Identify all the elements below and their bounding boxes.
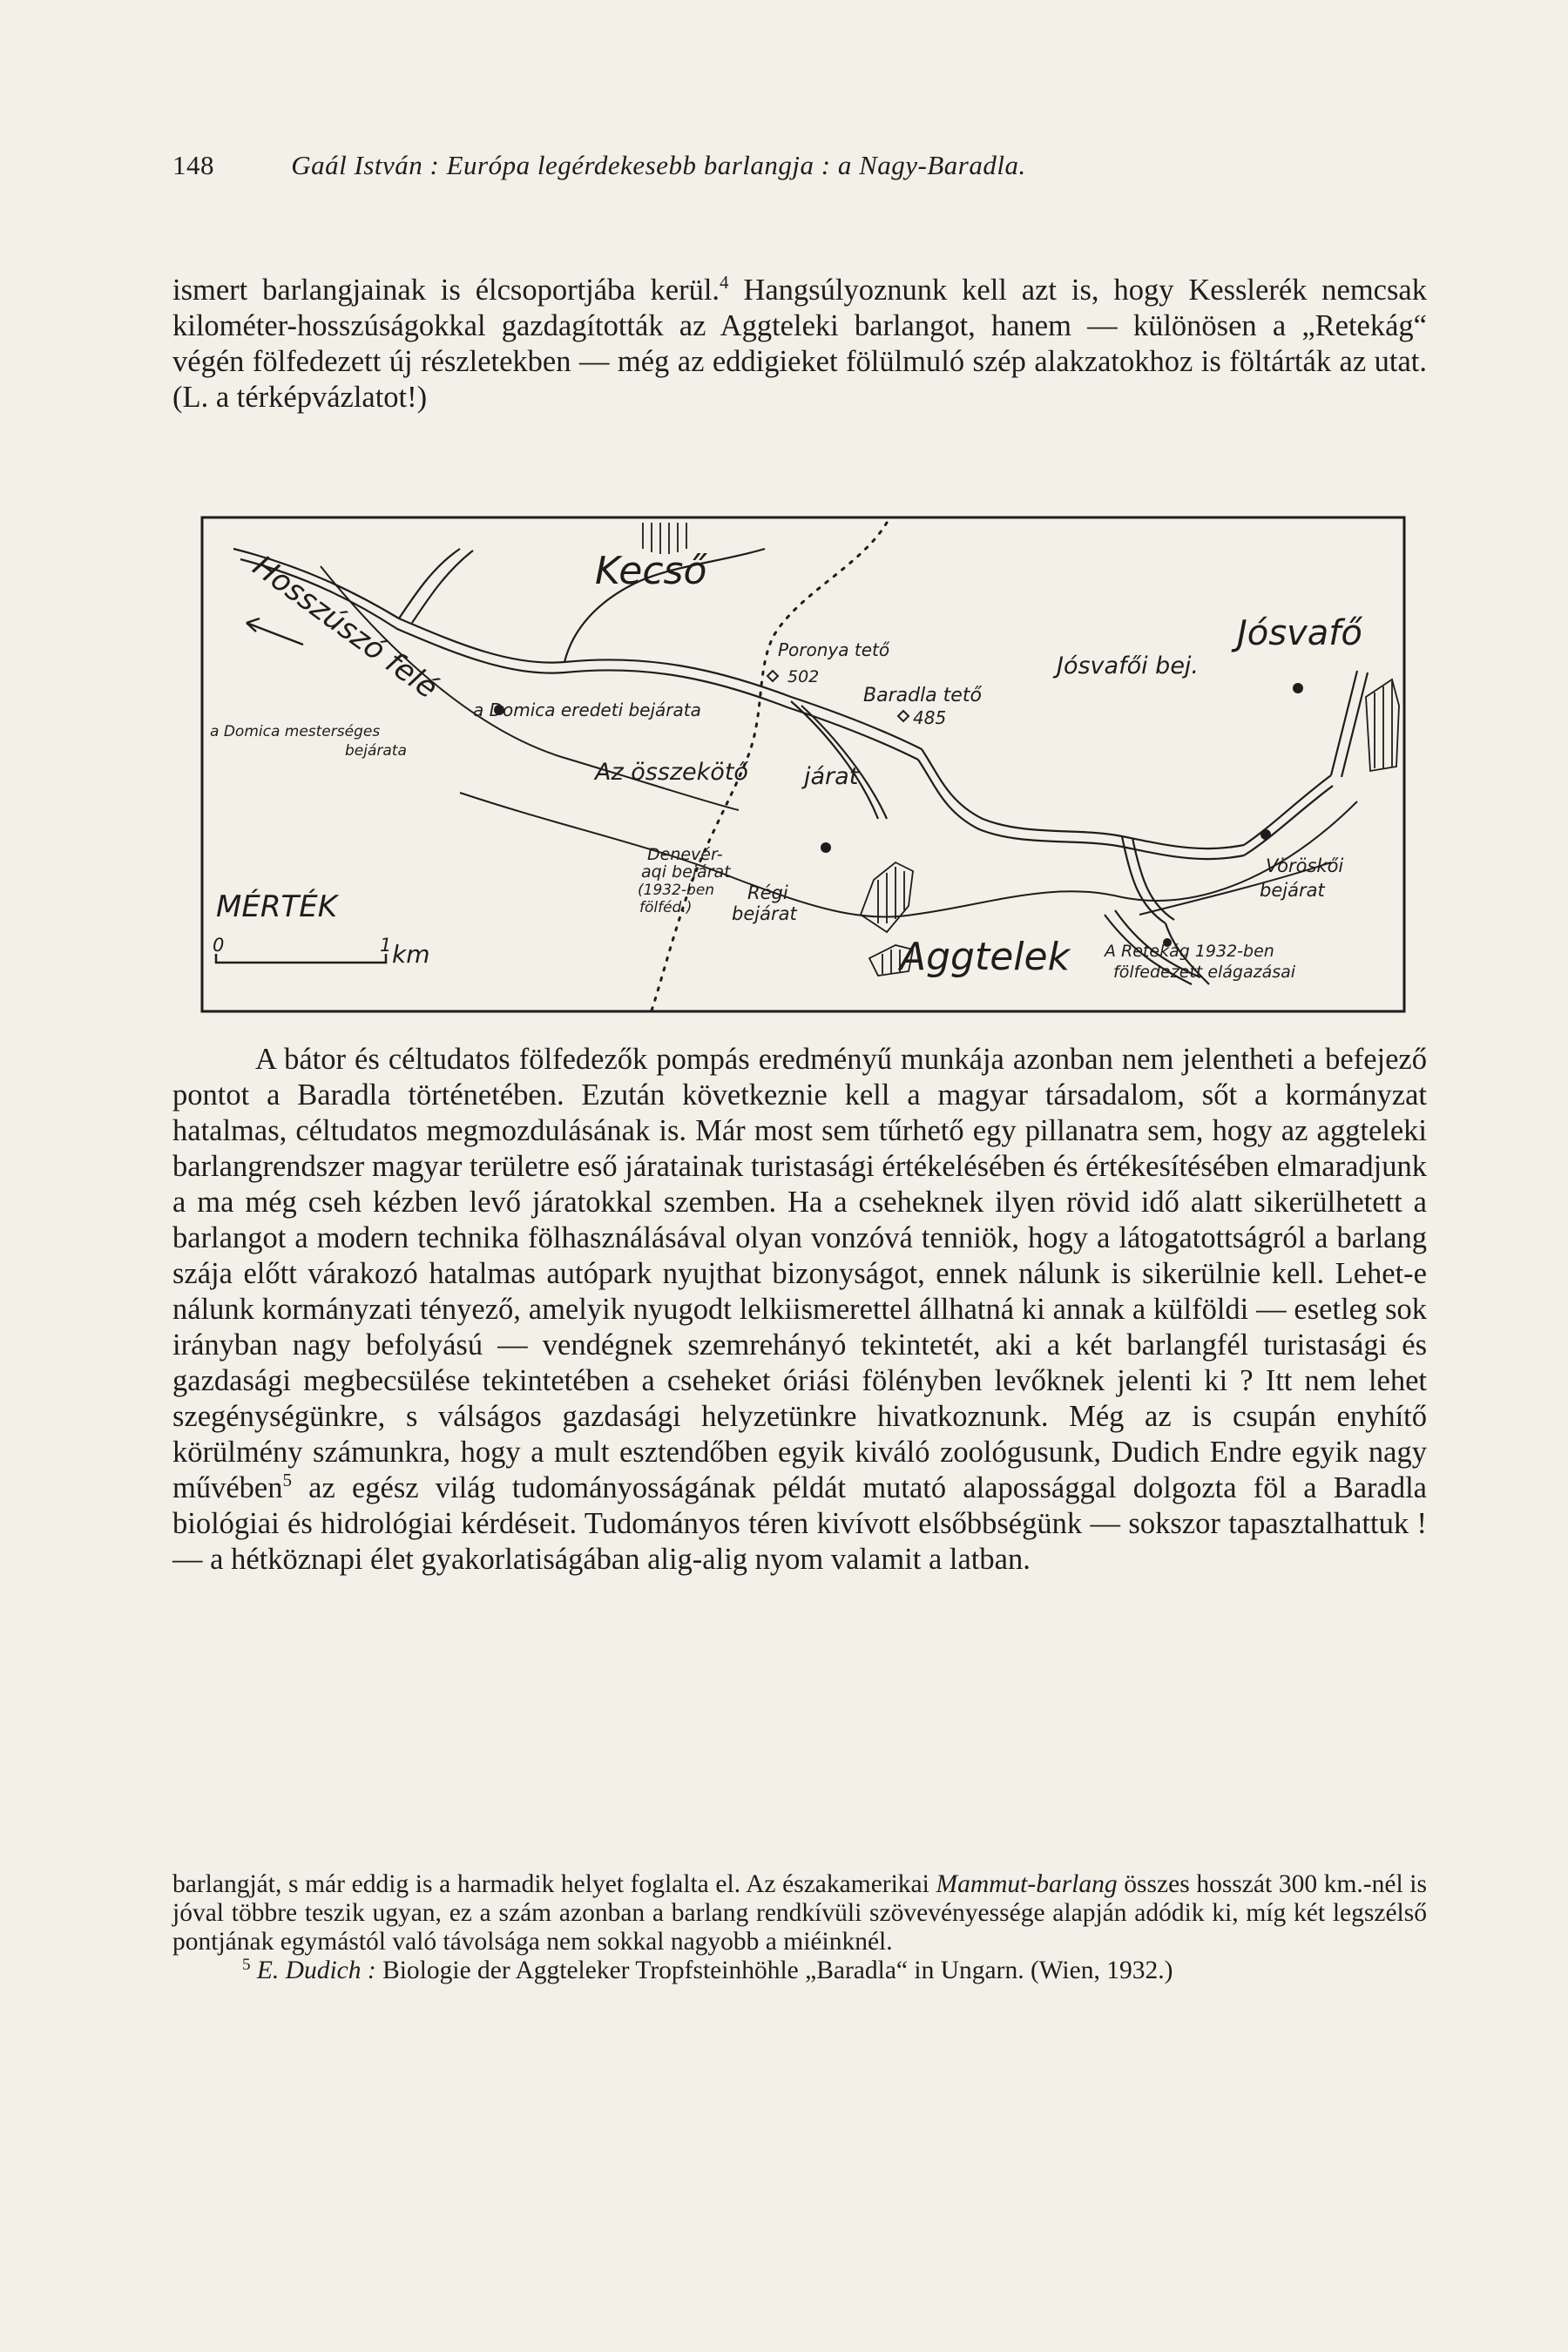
roads [321,566,1357,917]
label-domica-mesterseges-2: bejárata [345,742,407,760]
label-porronya-teto: Poronya tető [778,639,890,660]
footnote-cont-italic: Mammut-barlang [936,1870,1118,1898]
label-az-osszekoto: Az összekötő [595,759,748,786]
label-denever-2: aqi bejárat [641,862,731,882]
paragraph-1-text: ismert barlangjainak is élcsoportjába kerül. [172,274,720,307]
label-scale-1: 1 [380,935,392,956]
label-retekag-1: A Retekág 1932-ben [1105,942,1274,961]
label-kecso: Kecső [595,549,707,593]
footnote-5-author: E. Dudich : [250,1957,376,1984]
label-domica-eredeti: a Domica eredeti bejárata [473,700,701,720]
cave-map [199,514,1408,1015]
label-hosszuszo-fele: Hosszúszó felé [246,548,444,706]
footnote-continuation [172,1870,1427,1957]
running-title: Gaál István : Európa legérdekesebb barlangja : a Nagy-Baradla. [291,150,1026,180]
label-denever-4: fölféd.) [639,899,693,916]
arrow-hosszuszo [247,618,303,645]
footnotes [172,1870,1427,1985]
page-number: 148 [172,150,214,180]
label-scale-0: 0 [213,935,225,956]
footnote-ref-4: 4 [720,272,729,293]
label-voroskoi-2: bejárat [1260,880,1325,901]
label-baradla-teto: Baradla tető [863,685,982,706]
paragraph-1-text-cont: Hangsúlyoznunk kell azt is, hogy Kesslerék nemcsak kilométer-hosszúságokkal gazdagították az Aggteleki barlangot, hanem — különösen a „Retekág“ végén fölfedezett új részletekben — még az eddigieket fölülmuló szép alakzatokhoz is föltárták az utat. (L. a térképvázlatot!) [172,274,1427,414]
label-aggtelek: Aggtelek [900,935,1071,979]
footnote-cont-text-2: összes hosszát 300 km.-nél is jóval többre teszik ugyan, ez a szám azonban a barlang rendkívüli szövevényessége alapján adódik ki, míg két legszélső pontjának egymástól való távolsága nem sokkal nagyobb a miéinknél. [172,1870,1427,1956]
label-baradla-elev: 485 [913,707,947,728]
paragraph-2-text: A bátor és céltudatos fölfedezők pompás eredményű munkája azonban nem jelentheti a befejező pontot a Baradla történetében. Ezután következnie kell a magyar társadalom, sőt a kormányzat hatalmas, céltudatos megmozdulásának is. Már most sem tűrhető egy pillanatra sem, hogy az aggteleki barlangrendszer magyar területre eső járatainak turistasági értékelésében és értékesítésében elmaradjunk a ma még cseh kézben levő járatokkal szemben. Ha a cseheknek ilyen rövid idő alatt sikerülhetett a barlangot a modern technika fölhasználásával olyan vonzóvá tenniök, hogy a látogatottságról a barlang szája előtt várakozó hatalmas autópark nyujthat bizonyságot, ennek nálunk is sikerülnie kell. Lehet-e nálunk kormányzati tényező, amelyik nyugodt lelkiismerettel állhatná ki annak a külföldi — esetleg sok irányban nagy befolyású — vendégnek szemrehányó tekintetét, aki a két barlangfél turistasági és gazdasági megbecsülése tekintetében a cseheket óriási fölényben levőknek jelenti ki ? Itt nem lehet szegénységünkre, s válságos gazdasági helyzetünkre hivatkoznunk. Még az is csupán enyhítő körülmény számunkra, hogy a mult esztendőben egyik kiváló zoológusunk, Dudich Endre egyik nagy művében [172,1043,1427,1504]
label-denever-1: Denevér- [647,845,723,864]
label-regi-1: Régi [747,882,788,903]
entrance-markers [494,683,1303,947]
label-voroskoi-1: Vöröskői [1266,855,1344,876]
scale-bar [216,954,386,963]
label-jarat: járat [804,763,859,790]
footnote-5 [172,1957,1427,1985]
town-josvafo [1366,679,1399,771]
label-domica-mesterseges-1: a Domica mesterséges [210,723,381,740]
footnote-ref-5: 5 [282,1470,292,1490]
cave-passages [233,549,1368,984]
label-josvafoi-bej: Jósvafői bej. [1057,652,1200,679]
paragraph-2 [172,1042,1427,1578]
label-denever-3: (1932-ben [638,882,715,899]
label-porronya-elev: 502 [787,667,820,686]
paragraph-2-text-cont: az egész világ tudományosságának példát mutató alapossággal dolgozta föl a Baradla biológiai és hidrológiai kérdéseit. Tudományos téren kivívott elsőbbségünk — sokszor tapasztalhattuk ! — a hétköznapi élet gyakorlatiságában alig-alig nyom valamit a latban. [172,1471,1427,1576]
paragraph-1 [172,273,1427,416]
footnote-cont-text-1: barlangját, s már eddig is a harmadik helyet foglalta el. Az északamerikai [172,1870,936,1898]
running-head [172,150,1427,181]
label-regi-2: bejárat [732,903,797,924]
footnote-5-number: 5 [242,1956,251,1974]
cave-map-figure [199,514,1408,1015]
label-josvafo: Jósvafő [1237,613,1362,653]
label-mertek: MÉRTÉK [216,889,337,924]
footnote-5-text: Biologie der Aggteleker Tropfsteinhöhle „Baradla“ in Ungarn. (Wien, 1932.) [375,1957,1173,1984]
label-retekag-2: fölfedezett elágazásai [1113,963,1296,982]
label-scale-unit: km [392,940,430,969]
